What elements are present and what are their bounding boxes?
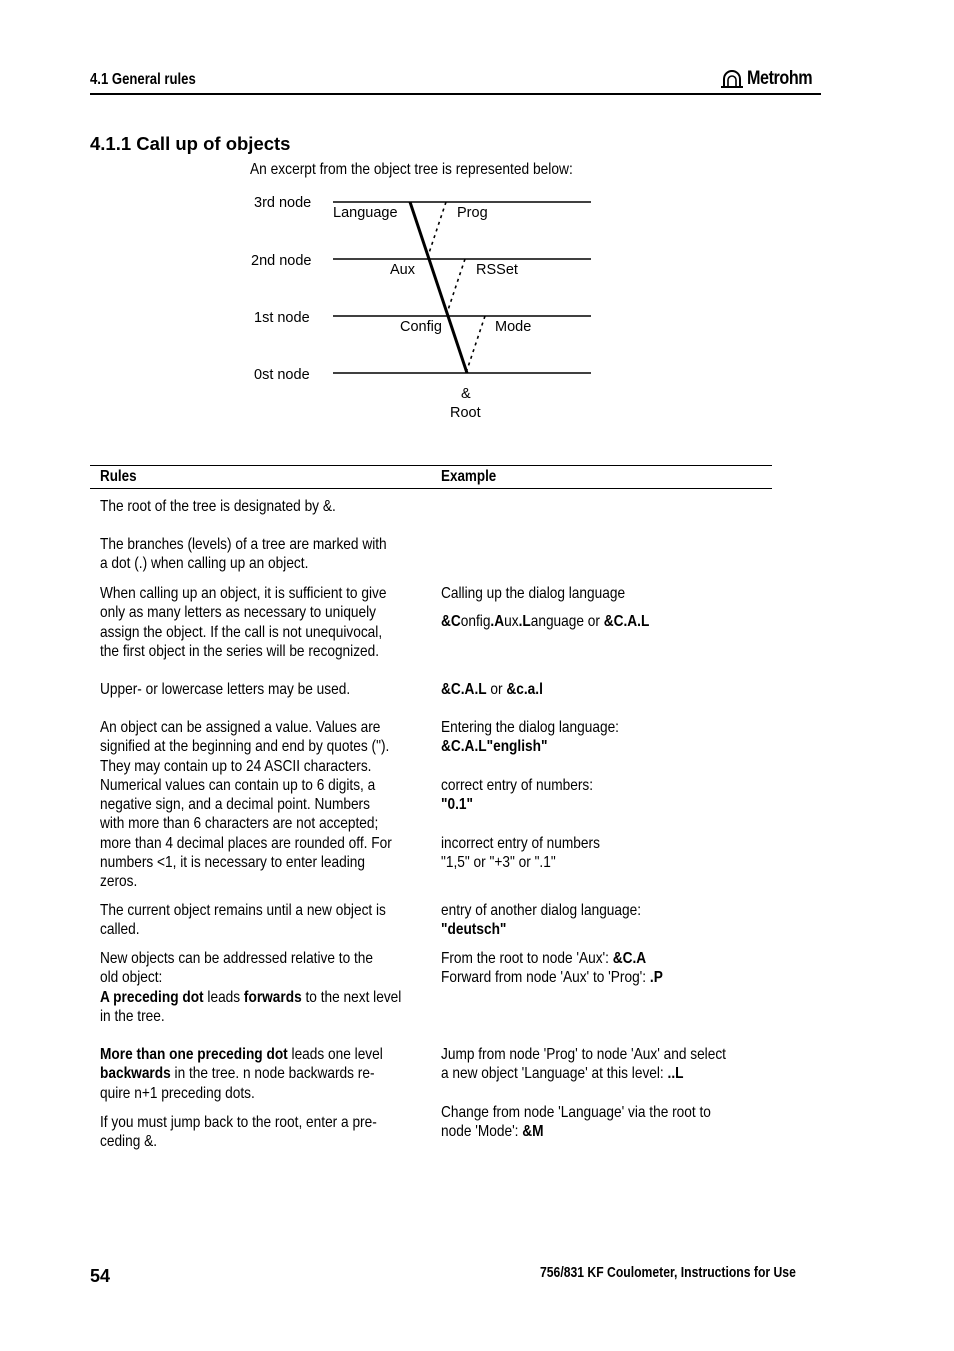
dotted-branch-prog [429, 202, 446, 253]
example-text: Calling up the dialog language &Config.Aux.Language or &C.A.L [441, 585, 650, 631]
example-text: Jump from node 'Prog' to node 'Aux' and select a new object 'Language' at this level: ..L [441, 1046, 726, 1083]
node-amp: & [461, 386, 471, 402]
example-text: Entering the dialog language: &C.A.L"english" correct entry of numbers: "0.1" incorrect entry of numbers "1,5" or "+3" or ".1" [441, 719, 619, 872]
level-label-0: 0st node [254, 367, 310, 383]
level-label-2: 2nd node [251, 253, 312, 269]
level-label-3: 3rd node [254, 195, 312, 211]
metrohm-logo-icon [720, 69, 744, 89]
dotted-branch-mode [467, 316, 485, 370]
rule-text: The root of the tree is designated by &. [100, 498, 336, 515]
running-header: 4.1 General rules [90, 71, 196, 88]
section-title: 4.1.1 Call up of objects [90, 133, 291, 154]
node-mode: Mode [495, 319, 532, 335]
rule-text: Upper- or lowercase letters may be used. [100, 681, 351, 698]
node-rsset: RSSet [476, 262, 518, 278]
brand-logo [720, 68, 824, 90]
document-title: 756/831 KF Coulometer, Instructions for Use [540, 1265, 796, 1281]
node-root: Root [450, 405, 481, 421]
header-rules: Rules [100, 468, 137, 485]
header-example: Example [441, 468, 497, 485]
rule-text: The current object remains until a new object is called. [100, 902, 386, 939]
dotted-branch-rsset [448, 259, 465, 310]
rule-text: An object can be assigned a value. Values are signified at the beginning and end by quotes ("). They may contain up to 24 ASCII characters. Numerical values can contain up to 6 digits, a negative sign, and a decimal point. Numbers with more than 6 characters are not accepted; more than 4 decimal places are rounded off. For numbers <1, it is necessary to enter leading zeros. [100, 719, 392, 891]
example-text: entry of another dialog language: "deutsch" [441, 902, 642, 939]
page-number: 54 [90, 1266, 111, 1286]
rules-table-header [90, 465, 772, 489]
example-text: From the root to node 'Aux': &C.A Forward from node 'Aux' to 'Prog': .P [441, 950, 663, 987]
rule-text: More than one preceding dot leads one level backwards in the tree. n node backwards re- quire n+1 preceding dots. [100, 1046, 383, 1102]
rule-text: When calling up an object, it is sufficient to give only as many letters as necessary to uniquely assign the object. If the call is not unequivocal, the first object in the series will be recognized. [100, 585, 387, 660]
solid-branch [410, 202, 467, 373]
level-label-1: 1st node [254, 310, 310, 326]
node-aux: Aux [390, 262, 415, 278]
example-text: &C.A.L or &c.a.l [441, 681, 543, 698]
object-tree-diagram [240, 188, 620, 428]
example-text: Change from node 'Language' via the root to node 'Mode': &M [441, 1104, 711, 1141]
section-intro: An excerpt from the object tree is represented below: [250, 161, 573, 178]
rule-text: The branches (levels) of a tree are marked with a dot (.) when calling up an object. [100, 536, 387, 573]
node-language: Language [333, 205, 398, 221]
node-config: Config [400, 319, 442, 335]
rule-text: New objects can be addressed relative to the old object: A preceding dot leads forwards to the next level in the tree. [100, 950, 402, 1025]
header-rule [90, 93, 821, 95]
rule-text: If you must jump back to the root, enter a pre- ceding &. [100, 1114, 377, 1151]
node-prog: Prog [457, 205, 488, 221]
brand-name: Metrohm [747, 68, 813, 89]
